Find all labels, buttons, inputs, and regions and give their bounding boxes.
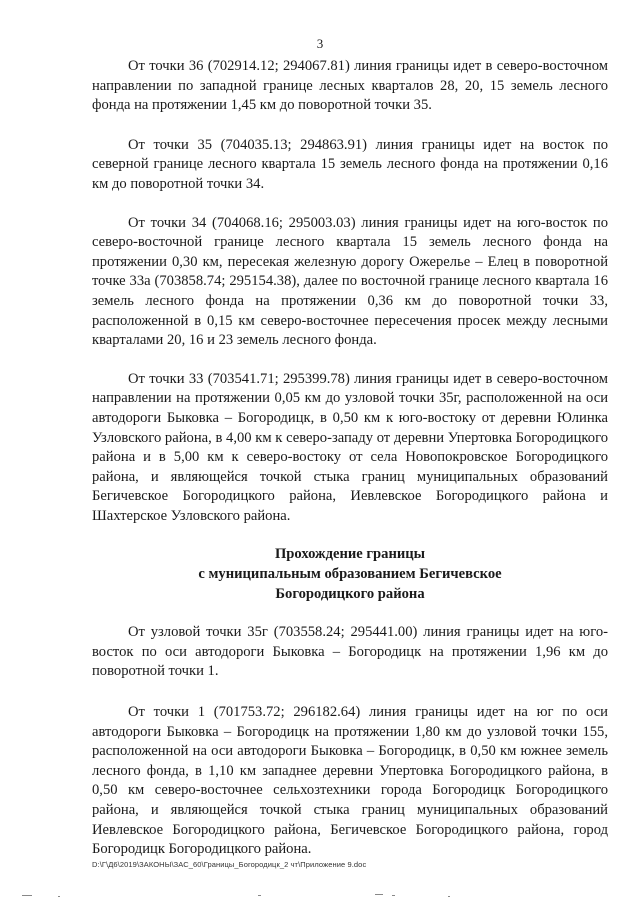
- paragraph-point-35g: От узловой точки 35г (703558.24; 295441.00) линия границы идет на юго-восток по оси автодороги Быковка – Богородицк на протяжении 1,96 км до поворотной точки 1.: [92, 624, 608, 680]
- page-number: 3: [316, 36, 324, 51]
- section-heading: [92, 545, 608, 604]
- document-body: [92, 57, 608, 860]
- paragraph-point-35: От точки 35 (704035.13; 294863.91) линия границы идет на восток по северной границе лесного квартала 15 земель лесного фонда на протяжении 0,16 км до поворотной точки 34.: [92, 136, 608, 192]
- section-heading-line-2: с муниципальным образованием Бегичевское: [198, 566, 502, 583]
- section-heading-line-1: Прохождение границы: [274, 546, 426, 563]
- file-path-footer: D:\Г\Д6\2019\ЗАКОНЫ\ЗАС_60\Границы_Богородицк_2 чт\Приложение 9.doc: [92, 860, 367, 869]
- paragraph-point-34: От точки 34 (704068.16; 295003.03) линия границы идет на юго-восток по северо-восточной границе лесного квартала 15 земель лесного фонда на протяжении 0,30 км, пересекая железную дорогу Ожерелье – Елец в поворотной точке 33а (703858.74; 295154.38), далее по восточной границе лесного квартала 16 земель лесного фонда на протяжении 0,36 км до поворотной точки 33, расположенной в 0,15 км северо-восточнее пересечения просек между лесными кварталами 20, 16 и 23 земель лесного фонда.: [92, 214, 608, 349]
- section-heading-line-3: Богородицкого района: [275, 585, 425, 602]
- scan-artifacts: [0, 893, 640, 899]
- paragraph-point-1: От точки 1 (701753.72; 296182.64) линия границы идет на юг по оси автодороги Быковка – Богородицк на протяжении 1,80 км до узловой точки 155, расположенной на оси автодороги Быковка – Богородицк, в 0,50 км южнее земель лесного фонда, в 1,10 км западнее деревни Упертовка Богородицкого района, в 0,50 км северо-восточнее сельхозтехники города Богородицк Богородицкого района, и являющейся точкой стыка границ муниципальных образований Иевлевское Богородицкого района, Бегичевское Богородицкого района, город Богородицк Богородицкого района.: [92, 704, 608, 858]
- paragraph-point-36: От точки 36 (702914.12; 294067.81) линия границы идет в северо-восточном направлении по западной границе лесных кварталов 28, 20, 15 земель лесного фонда на протяжении 1,45 км до поворотной точки 35.: [92, 58, 608, 114]
- paragraph-point-33: От точки 33 (703541.71; 295399.78) линия границы идет в северо-восточном направлении на протяжении 0,05 км до узловой точки 35г, расположенной на оси автодороги Быковка – Богородицк, в 0,50 км к юго-востоку от деревни Юлинка Узловского района, в 4,00 км к северо-западу от деревни Упертовка Богородицкого района и в 5,00 км к северо-востоку от села Новопокровское Богородицкого района, и являющейся точкой стыка границ муниципальных образований Бегичевское Богородицкого района, Иевлевское Богородицкого района и Шахтерское Узловского района.: [92, 370, 608, 524]
